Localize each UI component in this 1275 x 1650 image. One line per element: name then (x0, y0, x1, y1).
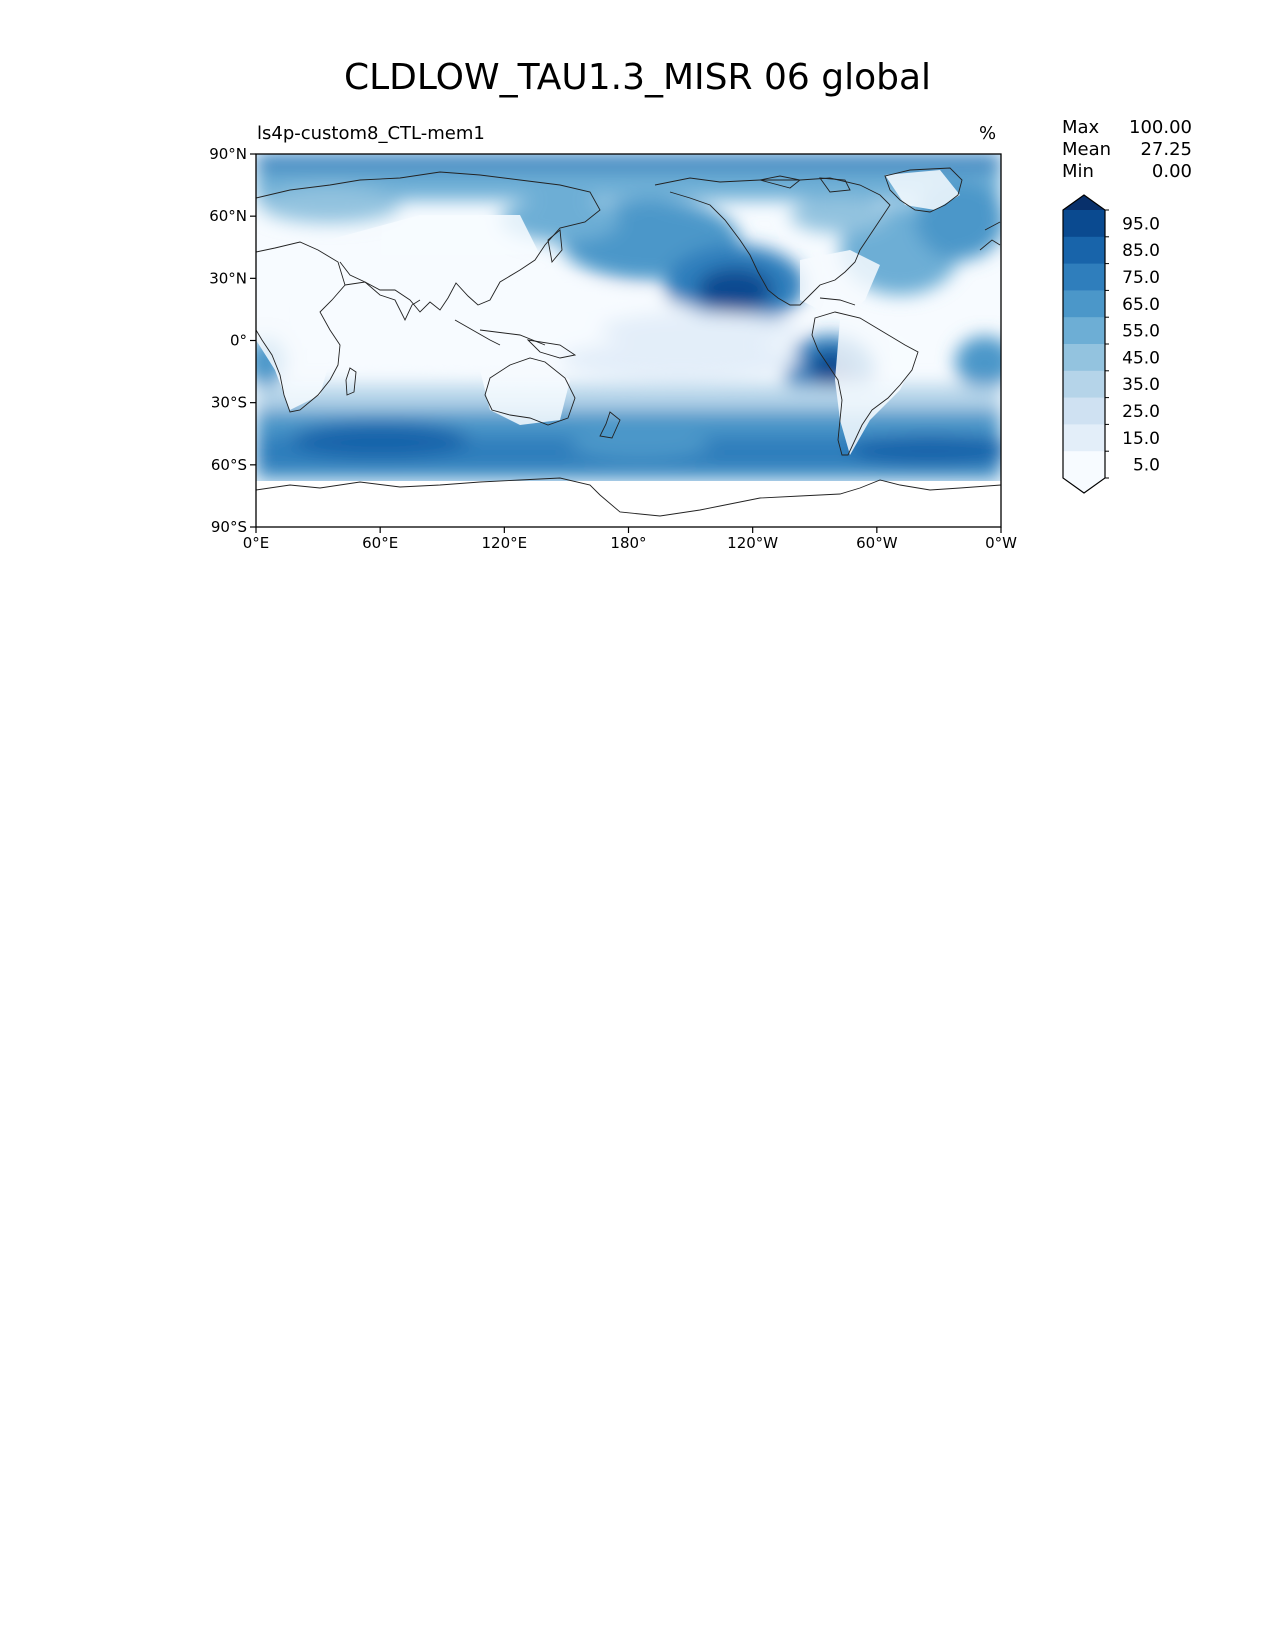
stat-label: Max (1062, 117, 1100, 138)
y-tick-label: 30°S (210, 393, 247, 412)
colorbar-segment (1063, 264, 1105, 291)
colorbar-tick-label: 75.0 (1122, 268, 1160, 288)
x-tick-label: 0°W (985, 534, 1017, 552)
missing-data-region (256, 481, 1001, 527)
stat-label: Min (1062, 161, 1094, 182)
x-tick-label: 120°W (727, 534, 779, 552)
colorbar-segment (1063, 290, 1105, 317)
colorbar (1063, 195, 1160, 493)
y-tick-label: 30°N (209, 269, 247, 288)
colorbar-segment (1063, 424, 1105, 451)
colorbar-segment (1063, 451, 1105, 478)
x-tick-label: 120°E (481, 534, 528, 552)
colorbar-tick-label: 55.0 (1122, 321, 1160, 342)
stat-value: 27.25 (1140, 139, 1192, 160)
x-tick-label: 180° (610, 534, 647, 552)
y-axis (209, 145, 256, 536)
colorbar-segment (1063, 210, 1105, 237)
x-axis (243, 527, 1017, 552)
map-panel (246, 154, 1015, 527)
colorbar-tick-label: 65.0 (1122, 294, 1160, 315)
y-tick-label: 0° (229, 331, 247, 350)
y-tick-label: 90°S (210, 518, 247, 536)
y-tick-label: 60°S (210, 455, 247, 474)
colorbar-segment (1063, 371, 1105, 398)
x-tick-label: 60°E (362, 534, 399, 552)
colorbar-tick-label: 85.0 (1122, 241, 1160, 262)
colorbar-segment (1063, 237, 1105, 264)
figure-title: CLDLOW_TAU1.3_MISR 06 global (343, 57, 932, 98)
colorbar-tick-label: 25.0 (1122, 402, 1160, 422)
colorbar-tick-label: 95.0 (1122, 214, 1160, 235)
map-figure (0, 0, 1275, 620)
stat-value: 0.00 (1151, 161, 1192, 182)
colorbar-segment (1063, 317, 1105, 344)
colorbar-segment (1063, 398, 1105, 425)
stat-label: Mean (1062, 139, 1112, 160)
y-tick-label: 90°N (209, 145, 247, 163)
x-tick-label: 60°W (856, 534, 898, 552)
y-tick-label: 60°N (209, 207, 247, 226)
colorbar-tick-label: 45.0 (1122, 348, 1160, 369)
colorbar-segment (1063, 344, 1105, 371)
colorbar-extend-max (1063, 195, 1105, 210)
colorbar-tick-label: 15.0 (1122, 428, 1160, 449)
colorbar-extend-min (1063, 478, 1105, 493)
colorbar-tick-label: 35.0 (1122, 375, 1160, 396)
units-label: % (979, 123, 997, 144)
x-tick-label: 0°E (242, 534, 270, 552)
colorbar-tick-label: 5.0 (1132, 455, 1160, 476)
subplot-title: ls4p-custom8_CTL-mem1 (257, 123, 485, 144)
stat-value: 100.00 (1129, 117, 1192, 138)
